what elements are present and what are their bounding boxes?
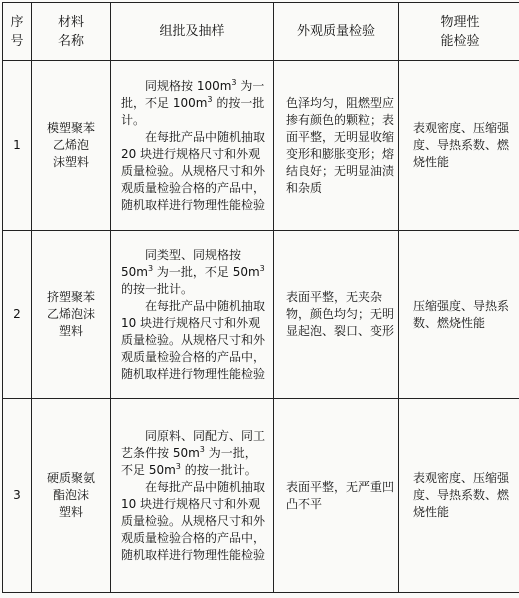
table-row — [3, 61, 519, 231]
row-number: 2 — [3, 231, 32, 399]
appearance-check: 表面平整，无夹杂物，颜色均匀；无明显起泡、裂口、变形 — [274, 231, 399, 399]
material-name: 挤塑聚苯 乙烯泡沫 塑料 — [32, 231, 111, 399]
physical-check: 表观密度、压缩强度、导热系数、燃烧性能 — [399, 399, 519, 593]
batch-sampling — [111, 231, 274, 399]
header-batch: 组批及抽样 — [111, 3, 274, 61]
appearance-check: 表面平整，无严重凹凸不平 — [274, 399, 399, 593]
table-row — [3, 399, 519, 593]
physical-check: 压缩强度、导热系数、燃烧性能 — [399, 231, 519, 399]
material-name: 模塑聚苯 乙烯泡 沫塑料 — [32, 61, 111, 231]
header-appearance: 外观质量检验 — [274, 3, 399, 61]
physical-check: 表观密度、压缩强度、导热系数、燃烧性能 — [399, 61, 519, 231]
batch-sampling — [111, 61, 274, 231]
batch-rule: 同规格按 $100m^3$ 为一批，不足 $100m^3$ 的按一批计。 — [121, 77, 265, 127]
inspection-table — [2, 2, 519, 593]
batch-sampling — [111, 399, 274, 593]
table-row — [3, 231, 519, 399]
header-physical: 物理性 能检验 — [399, 3, 519, 61]
appearance-check: 色泽均匀，阻燃型应掺有颜色的颗粒；表面平整，无明显收缩变形和膨胀变形；熔结良好；无明显油渍和杂质 — [274, 61, 399, 231]
header-row — [3, 3, 519, 61]
material-name: 硬质聚氨 酯泡沫 塑料 — [32, 399, 111, 593]
sampling-rule: 在每批产品中随机抽取 10 块进行规格尺寸和外观质量检验。从规格尺寸和外观质量检验合格的产品中，随机取样进行物理性能检验 — [121, 479, 266, 562]
sampling-rule: 在每批产品中随机抽取 20 块进行规格尺寸和外观质量检验。从规格尺寸和外观质量检验合格的产品中，随机取样进行物理性能检验 — [121, 129, 266, 212]
sampling-rule: 在每批产品中随机抽取 10 块进行规格尺寸和外观质量检验。从规格尺寸和外观质量检验合格的产品中，随机取样进行物理性能检验 — [121, 298, 266, 381]
row-number: 3 — [3, 399, 32, 593]
batch-rule: 同类型、同规格按 $50m^3$ 为一批，不足 $50m^3$ 的按一批计。 — [121, 247, 265, 296]
row-number: 1 — [3, 61, 32, 231]
header-no: 序 号 — [3, 3, 32, 61]
header-material: 材料 名称 — [32, 3, 111, 61]
batch-rule: 同原料、同配方、同工艺条件按 $50m^3$ 为一批，不足 $50m^3$ 的按一批计。 — [121, 428, 266, 477]
